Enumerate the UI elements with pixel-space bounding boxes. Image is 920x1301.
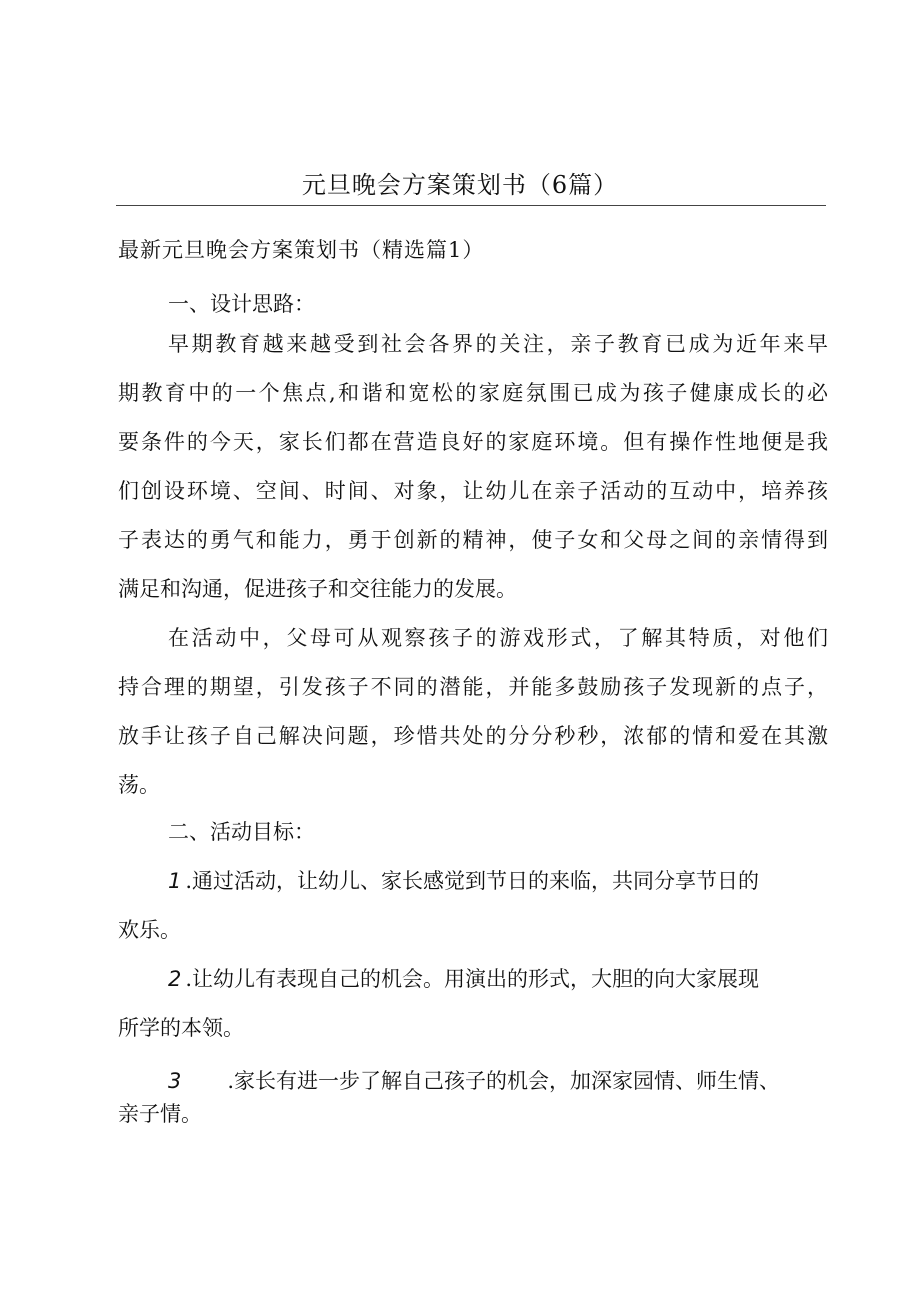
paragraph-line: 子表达的勇气和能力，勇于创新的精神，使子女和父母之间的亲情得到	[118, 528, 828, 552]
goal-item-2	[168, 966, 759, 992]
paragraph-line: 在活动中，父母可从观察孩子的游戏形式，了解其特质，对他们	[168, 626, 828, 650]
goal-text: .让幼儿有表现自己的机会。用演出的形式，大胆的向大家展现	[185, 967, 760, 991]
goal-number: 1	[168, 869, 182, 893]
goal-item-3	[168, 1068, 780, 1094]
document-subtitle: 最新元旦晚会方案策划书（精选篇1）	[118, 238, 485, 262]
title-underline	[116, 205, 826, 206]
paragraph-line: 满足和沟通，促进孩子和交往能力的发展。	[118, 577, 517, 601]
paragraph-line: 期教育中的一个焦点,和谐和宽松的家庭氛围已成为孩子健康成长的必	[118, 381, 828, 405]
paragraph-line: 持合理的期望，引发孩子不同的潜能，并能多鼓励孩子发现新的点子，	[118, 675, 828, 699]
goal-number: 2	[168, 967, 182, 991]
paragraph-line: 们创设环境、空间、时间、对象，让幼儿在亲子活动的互动中，培养孩	[118, 479, 828, 503]
goal-item-1	[168, 868, 759, 894]
document-title: 元旦晚会方案策划书（6篇）	[301, 171, 619, 199]
paragraph-line: 荡。	[118, 773, 160, 797]
goal-number: 3	[168, 1069, 182, 1093]
goal-text: .家长有进一步了解自己孩子的机会，加深家园情、师生情、	[227, 1069, 781, 1093]
goal-continuation: 所学的本领。	[118, 1016, 244, 1040]
goal-continuation: 亲子情。	[118, 1102, 202, 1126]
section-heading-design: 一、设计思路：	[168, 292, 315, 316]
goal-text: .通过活动，让幼儿、家长感觉到节日的来临，共同分享节日的	[185, 869, 760, 893]
section-heading-goals: 二、活动目标：	[168, 820, 315, 844]
paragraph-line: 早期教育越来越受到社会各界的关注，亲子教育已成为近年来早	[168, 332, 828, 356]
paragraph-line: 要条件的今天，家长们都在营造良好的家庭环境。但有操作性地便是我	[118, 430, 828, 454]
paragraph-line: 放手让孩子自己解决问题，珍惜共处的分分秒秒，浓郁的情和爱在其激	[118, 724, 828, 748]
goal-continuation: 欢乐。	[118, 918, 181, 942]
